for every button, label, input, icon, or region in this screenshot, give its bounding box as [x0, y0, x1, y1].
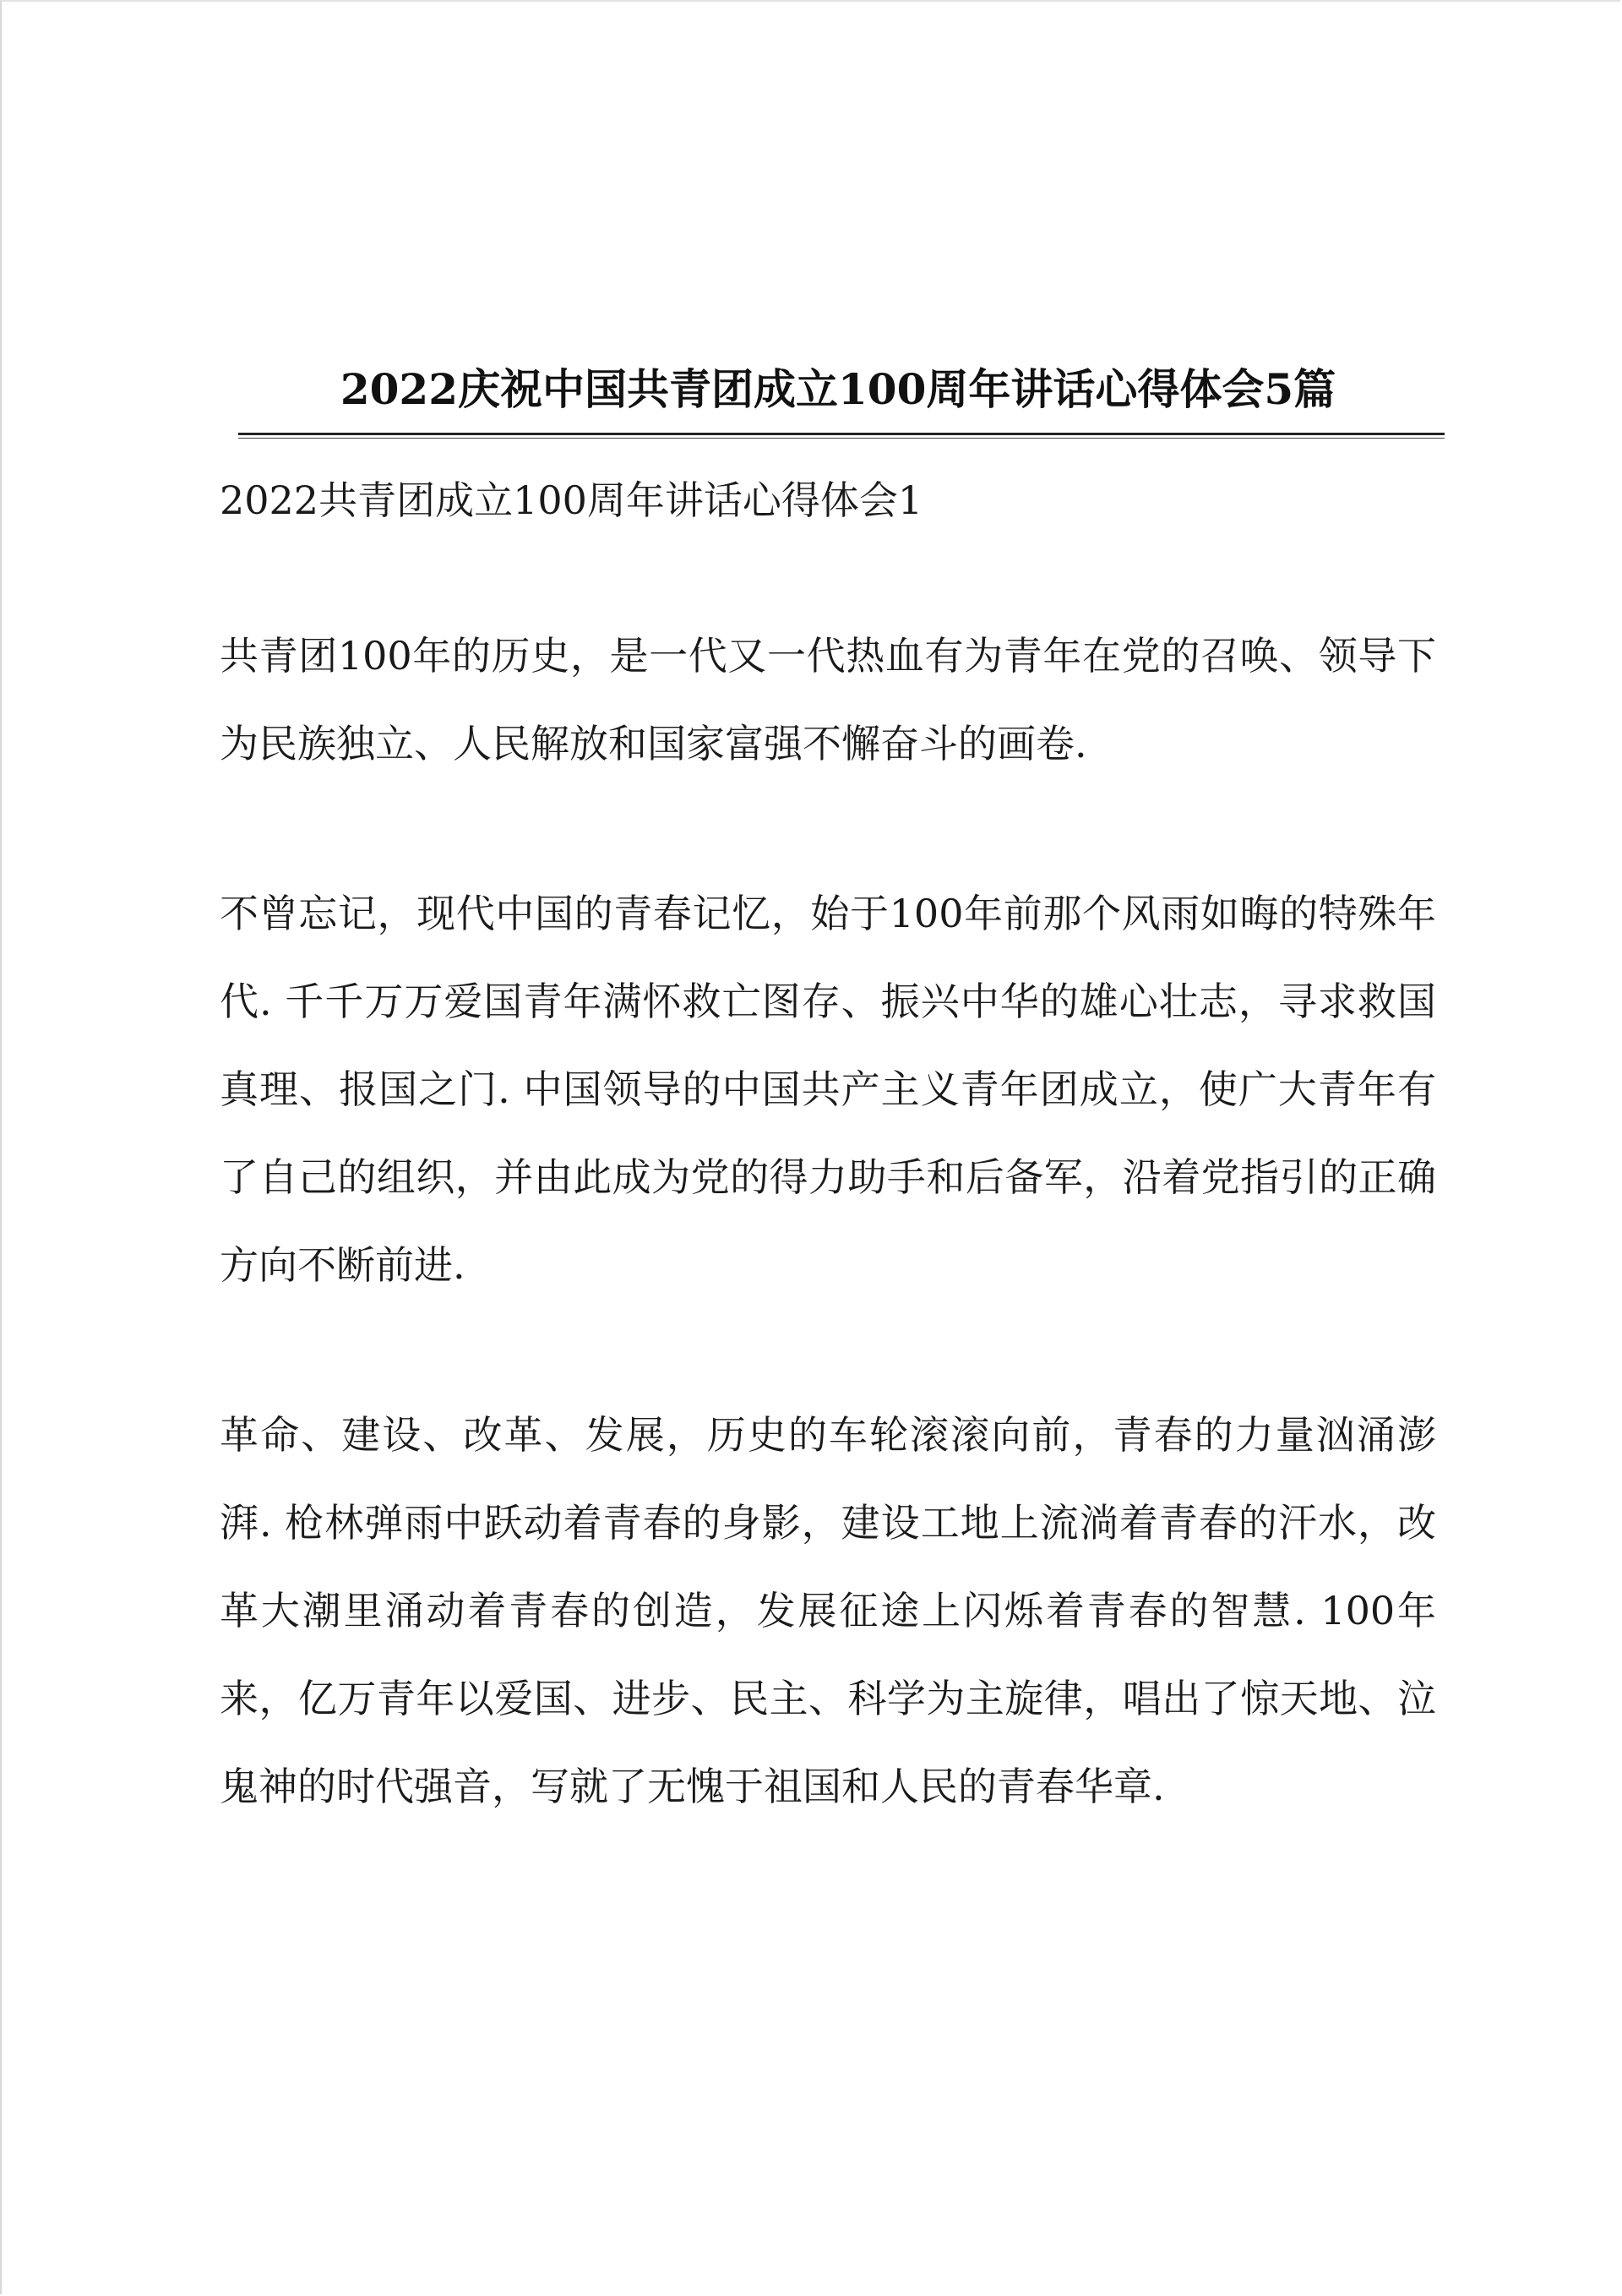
- paragraph-1: 共青团100年的历史，是一代又一代热血有为青年在党的召唤、领导下为民族独立、人民解放和国家富强不懈奋斗的画卷.: [220, 633, 1436, 766]
- document-title: 2022庆祝中国共青团成立100周年讲话心得体会5篇: [340, 363, 1336, 414]
- paragraph-3: 革命、建设、改革、发展，历史的车轮滚滚向前，青春的力量汹涌澎湃. 枪林弹雨中跃动着青春的身影，建设工地上流淌着青春的汗水，改革大潮里涌动着青春的创造，发展征途上闪烁着青春的智慧. 100年来，亿万青年以爱国、进步、民主、科学为主旋律，唱出了惊天地、泣鬼神的时代强音，写就了无愧于祖国和人民的青春华章.: [220, 1412, 1436, 1809]
- document-body: [220, 458, 1436, 1912]
- section-heading: 2022共青团成立100周年讲话心得体会1: [220, 477, 923, 523]
- paragraph-2: 不曾忘记，现代中国的青春记忆，始于100年前那个风雨如晦的特殊年代. 千千万万爱国青年满怀救亡图存、振兴中华的雄心壮志，寻求救国真理、报国之门. 中国领导的中国共产主义青年团成立，使广大青年有了自己的组织，并由此成为党的得力助手和后备军，沿着党指引的正确方向不断前进.: [220, 891, 1436, 1288]
- title-divider: [238, 433, 1445, 439]
